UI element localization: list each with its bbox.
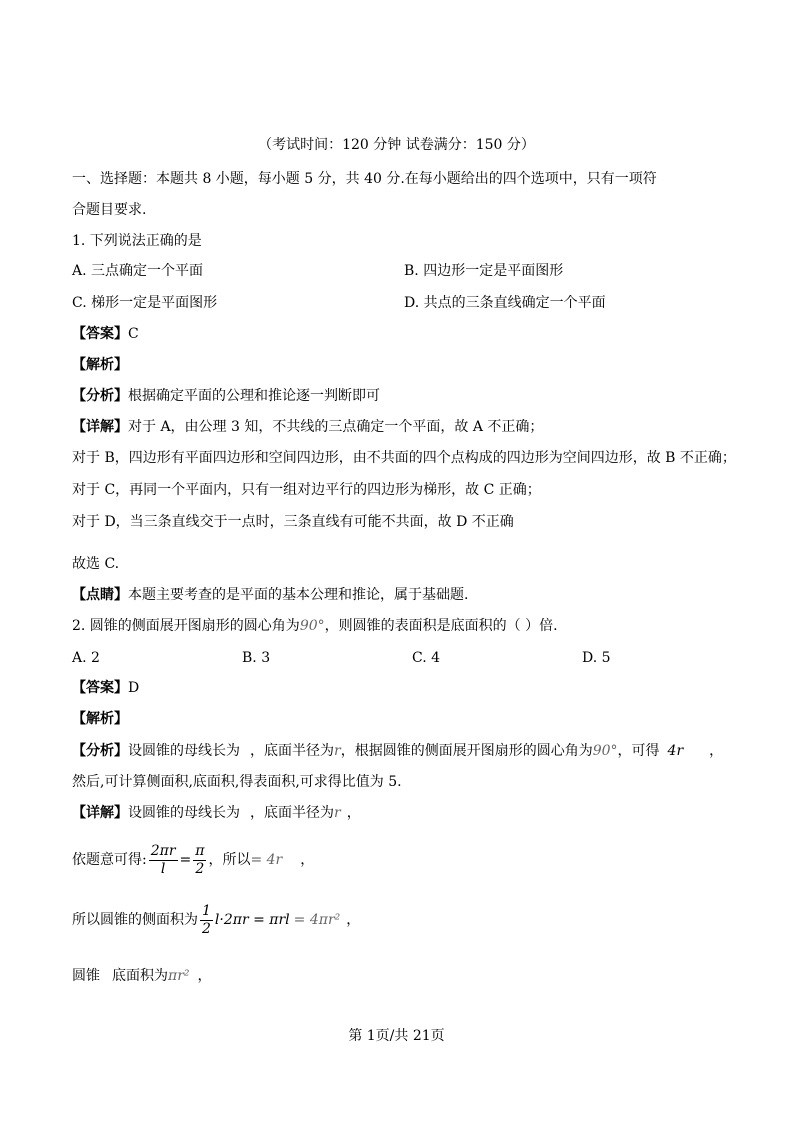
q2-side-area-line: [72, 900, 360, 940]
fenxi-d: ，可得: [617, 743, 660, 759]
q2-analysis-tag: 【解析】: [72, 711, 128, 727]
frac-den: 2: [195, 860, 205, 877]
fenxi-tag: 【分析】: [72, 388, 128, 404]
q1-option-b: B. 四边形一定是平面图形: [404, 263, 564, 279]
answer-tag: 【答案】: [72, 680, 128, 696]
xiangjie-c: ，: [346, 805, 361, 821]
fenxi-text: 根据确定平面的公理和推论逐一判断即可: [128, 388, 380, 404]
section-intro-line1: 一、选择题：本题共 8 小题，每小题 5 分，共 40 分.在每小题给出的四个选项中，只有一项符: [72, 171, 657, 187]
q2-answer: [72, 679, 139, 697]
fraction-one-half: [200, 903, 213, 938]
section-intro-line2: 合题目要求.: [72, 202, 147, 218]
q1-xiangjie-1: [72, 418, 543, 436]
fenxi-tag: 【分析】: [72, 743, 128, 759]
frac-num: π: [195, 842, 205, 859]
yiti-c: = 4r: [250, 852, 283, 868]
q1-stem: 1. 下列说法正确的是: [72, 233, 202, 249]
q1-option-c: C. 梯形一定是平面图形: [72, 295, 218, 311]
fenxi-r: r: [334, 743, 341, 759]
answer-value: D: [128, 680, 140, 696]
q2-stem-angle: 90°: [299, 618, 325, 634]
q1-dianjing: [72, 586, 468, 604]
q2-base-area-line: [72, 967, 212, 985]
base-c: πr²: [168, 968, 190, 984]
base-d: ，: [197, 968, 212, 984]
q1-xiangjie-3: 对于 C，再同一个平面内，只有一组对边平行的四边形为梯形，故 C 正确；: [72, 482, 541, 498]
base-b: 底面积为: [112, 968, 168, 984]
fenxi-angle: 90°: [592, 743, 618, 759]
q1-option-a: A. 三点确定一个平面: [72, 263, 204, 279]
yiti-b: ，所以: [208, 852, 251, 868]
q2-option-c: C. 4: [412, 650, 441, 666]
page-footer: 第 1页/共 21页: [348, 1028, 445, 1044]
yiti-a: 依题意可得:: [72, 852, 147, 868]
q1-analysis-tag: 【解析】: [72, 357, 128, 373]
fenxi-4r: 4r: [667, 743, 684, 759]
side-end: ，: [346, 912, 361, 928]
frac-den: l: [160, 860, 166, 877]
q2-option-a: A. 2: [72, 650, 100, 666]
q2-yiti-line: [72, 840, 314, 880]
xiangjie-b: ，底面半径为: [250, 805, 334, 821]
q1-answer: [72, 325, 139, 343]
xiangjie-a: 设圆锥的母线长为: [128, 805, 240, 821]
frac-den: 2: [202, 920, 211, 937]
yiti-d: ，: [300, 852, 315, 868]
answer-tag: 【答案】: [72, 326, 128, 342]
frac-num: 2πr: [150, 842, 176, 859]
q2-stem: [72, 617, 558, 635]
fenxi-b: ，底面半径为: [250, 743, 334, 759]
exam-info: （考试时间：120 分钟 试卷满分：150 分）: [258, 137, 535, 153]
q1-option-d: D. 共点的三条直线确定一个平面: [404, 295, 606, 311]
q2-xiangjie: [72, 804, 361, 822]
dianjing-text: 本题主要考查的是平面的基本公理和推论，属于基础题.: [128, 587, 469, 603]
fenxi-e: ，: [709, 743, 724, 759]
side-eq2: = 4πr²: [293, 912, 341, 928]
q2-option-b: B. 3: [242, 650, 271, 666]
equals-sign: =: [179, 852, 192, 868]
dianjing-tag: 【点睛】: [72, 587, 128, 603]
side-expr: l·2πr = πrl: [214, 912, 290, 928]
fenxi-a: 设圆锥的母线长为: [128, 743, 240, 759]
q2-stem-b: ，则圆锥的表面积是底面积的（ ）倍.: [324, 618, 558, 634]
xiangjie-tag: 【详解】: [72, 805, 128, 821]
q1-xiangjie-2: 对于 B，四边形有平面四边形和空间四边形，由不共面的四个点构成的四边形为空间四边形，故 B 不正确；: [72, 450, 736, 466]
q2-fenxi-line1: [72, 742, 723, 760]
frac-num: 1: [202, 902, 211, 919]
xiangjie-tag: 【详解】: [72, 419, 128, 435]
answer-value: C: [128, 326, 139, 342]
q1-fenxi: [72, 387, 380, 405]
fraction-2pir-over-l: [149, 843, 178, 878]
q1-xiangjie-4: 对于 D，当三条直线交于一点时，三条直线有可能不共面，故 D 不正确: [72, 514, 514, 530]
q2-stem-a: 2. 圆锥的侧面展开图扇形的圆心角为: [72, 618, 300, 634]
q2-option-d: D. 5: [582, 650, 611, 666]
fenxi-c: ，根据圆锥的侧面展开图扇形的圆心角为: [340, 743, 593, 759]
side-a: 所以圆锥的侧面积为: [72, 912, 198, 928]
xiangjie-text: 对于 A，由公理 3 知，不共线的三点确定一个平面，故 A 不正确；: [128, 419, 544, 435]
fraction-pi-over-2: [193, 843, 206, 878]
q1-choose: 故选 C.: [72, 556, 120, 572]
base-a: 圆锥: [72, 968, 100, 984]
xiangjie-r: r: [334, 805, 341, 821]
q2-fenxi-line2: 然后,可计算侧面积,底面积,得表面积,可求得比值为 5.: [72, 774, 402, 790]
